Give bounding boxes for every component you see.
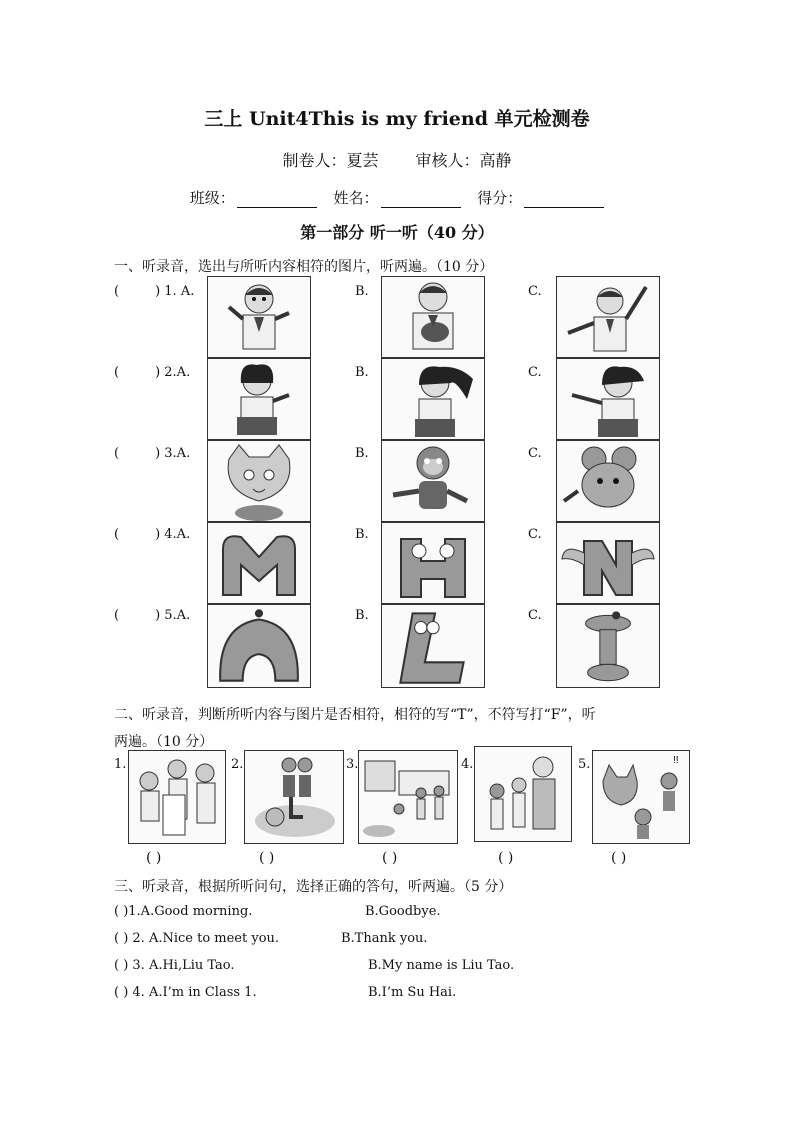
score-label: 得分： xyxy=(477,189,523,207)
s2-answer-1[interactable]: ( ) xyxy=(146,850,162,866)
q5-image-b-letter-l[interactable] xyxy=(381,604,485,688)
s3-item-2: ( ) 2. A.Nice to meet you. xyxy=(114,931,280,946)
s3-item-2-b: B.Thank you. xyxy=(341,931,428,946)
q4-label: ( ) 4.A. xyxy=(114,527,191,542)
q4-image-a-letter-m[interactable] xyxy=(207,522,311,604)
s3-item-4: ( ) 4. A.I’m in Class 1. xyxy=(114,985,257,1000)
s2-answer-4[interactable]: ( ) xyxy=(498,850,514,866)
class-label: 班级： xyxy=(189,189,235,207)
q5-image-c-letter-i[interactable] xyxy=(556,604,660,688)
maker-text: 制卷人：夏芸 xyxy=(282,151,379,170)
s2-num-4: 4. xyxy=(461,757,474,772)
q4-image-b-letter-h[interactable] xyxy=(381,522,485,604)
s3-item-3-b: B.My name is Liu Tao. xyxy=(368,958,515,973)
s2-answer-5[interactable]: ( ) xyxy=(611,850,627,866)
s2-answer-3[interactable]: ( ) xyxy=(382,850,398,866)
section3-title: 三、听录音，根据所听问句，选择正确的答句，听两遍。（5 分） xyxy=(114,879,513,895)
q1-image-a[interactable] xyxy=(207,276,311,358)
s2-num-3: 3. xyxy=(346,757,359,772)
name-field[interactable] xyxy=(381,193,461,208)
s2-image-2[interactable] xyxy=(244,750,344,844)
q2-image-a[interactable] xyxy=(207,358,311,440)
name-label: 姓名： xyxy=(333,189,379,207)
svg-text:!!: !! xyxy=(673,755,679,766)
q5-option-b-label: B. xyxy=(355,608,369,623)
s2-image-3[interactable] xyxy=(358,750,458,844)
s2-num-1: 1. xyxy=(114,757,127,772)
s3-item-3: ( ) 3. A.Hi,Liu Tao. xyxy=(114,958,235,973)
page-title: 三上 Unit4This is my friend 单元检测卷 xyxy=(204,108,590,130)
q5-label: ( ) 5.A. xyxy=(114,608,191,623)
q1-label: ( ) 1. A. xyxy=(114,284,195,299)
s3-item-4-b: B.I’m Su Hai. xyxy=(368,985,457,1000)
q4-option-b-label: B. xyxy=(355,527,369,542)
q4-option-c-label: C. xyxy=(528,527,542,542)
class-field[interactable] xyxy=(237,193,317,208)
q2-image-c[interactable] xyxy=(556,358,660,440)
checker-text: 审核人：高静 xyxy=(415,151,512,170)
q3-label: ( ) 3.A. xyxy=(114,446,191,461)
q4-image-c-letter-n[interactable] xyxy=(556,522,660,604)
s2-image-4[interactable] xyxy=(474,746,572,842)
q2-label: ( ) 2.A. xyxy=(114,365,191,380)
q3-image-a-cat[interactable] xyxy=(207,440,311,522)
q3-option-c-label: C. xyxy=(528,446,542,461)
s2-answer-2[interactable]: ( ) xyxy=(259,850,275,866)
q5-option-c-label: C. xyxy=(528,608,542,623)
s2-num-5: 5. xyxy=(578,757,591,772)
s2-num-2: 2. xyxy=(231,757,244,772)
q5-image-a-letter-a[interactable] xyxy=(207,604,311,688)
s2-image-5[interactable] xyxy=(592,750,690,844)
q2-option-b-label: B. xyxy=(355,365,369,380)
s2-image-1[interactable] xyxy=(128,750,226,844)
s3-item-1-b: B.Goodbye. xyxy=(365,904,441,919)
q1-option-c-label: C. xyxy=(528,284,542,299)
q3-image-c-mouse[interactable] xyxy=(556,440,660,522)
section2-title-line2: 两遍。（10 分） xyxy=(114,734,214,750)
q2-image-b[interactable] xyxy=(381,358,485,440)
q2-option-c-label: C. xyxy=(528,365,542,380)
section2-title-line1: 二、听录音，判断所听内容与图片是否相符，相符的写“T”，不符写打“F”，听 xyxy=(114,707,596,723)
score-field[interactable] xyxy=(524,193,604,208)
author-line xyxy=(0,148,794,171)
student-info xyxy=(0,187,794,208)
part-title: 第一部分 听一听（40 分） xyxy=(300,223,494,242)
s3-item-1: ( )1.A.Good morning. xyxy=(114,904,253,919)
q3-option-b-label: B. xyxy=(355,446,369,461)
q1-image-b[interactable] xyxy=(381,276,485,358)
q3-image-b-monkey[interactable] xyxy=(381,440,485,522)
section1-title: 一、听录音，选出与所听内容相符的图片，听两遍。（10 分） xyxy=(114,259,494,275)
q1-option-b-label: B. xyxy=(355,284,369,299)
q1-image-c[interactable] xyxy=(556,276,660,358)
